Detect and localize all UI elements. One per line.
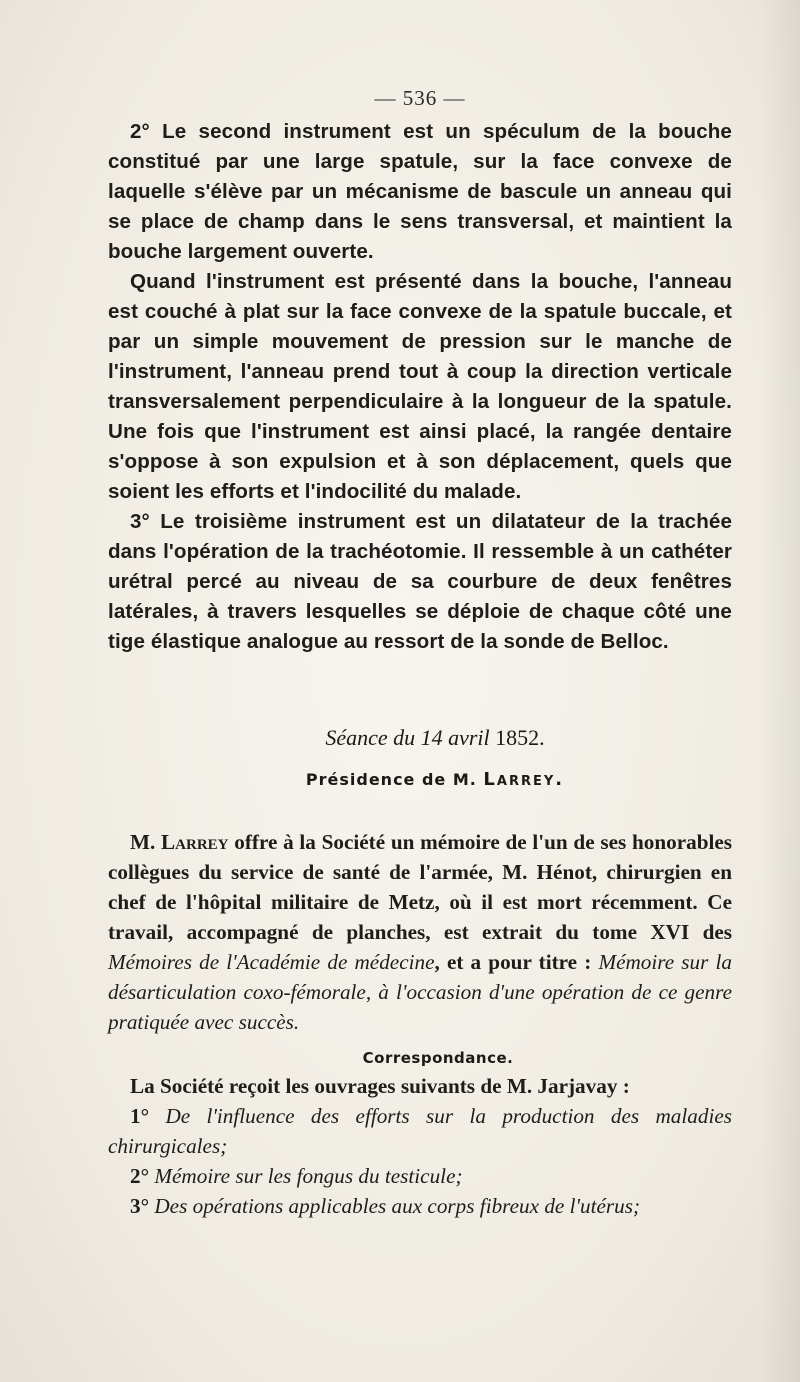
seance-year: 1852. (495, 725, 545, 750)
section-instruments (108, 117, 732, 657)
list-item-title: Des opérations applicables aux corps fibreux de l'utérus; (154, 1194, 641, 1218)
list-item-title: Mémoire sur les fongus du testicule; (154, 1164, 463, 1188)
seance-date: Séance du 14 avril (325, 725, 490, 750)
list-item-number: 1° (130, 1104, 150, 1128)
presidence-heading (108, 767, 732, 793)
presidence-label: Présidence de M. (305, 770, 477, 789)
offre-text-2: , et a pour titre : (434, 950, 592, 974)
list-item (108, 1101, 732, 1161)
paragraph-offre (108, 827, 732, 1037)
presidence-name: Larrey. (483, 769, 565, 790)
paragraph-societe-recoit: La Société reçoit les ouvrages suivants de M. Jarjavay : (130, 1074, 630, 1098)
list-item (108, 1161, 732, 1191)
paragraph-instrument-3: 3° Le troisième instrument est un dilatateur de la trachée dans l'opération de la trachéotomie. Il ressemble à un cathéter urétral percé au niveau de sa courbure de deux fenêtres latérales, à travers lesquelles se déploie de chaque côté une tige élastique analogue au ressort de la sonde de Belloc. (108, 510, 732, 653)
correspondance-heading: Correspondance. (362, 1049, 514, 1067)
offre-italic-2: Mémoire sur la désarticulation coxo-fémorale, à l'occasion d'une opération de ce genre pratiquée avec succès. (108, 950, 733, 1034)
list-item-number: 2° (130, 1164, 150, 1188)
text-column (108, 117, 732, 1221)
list-item-number: 3° (130, 1194, 150, 1218)
list-item-title: De l'influence des efforts sur la production des maladies chirurgicales; (108, 1104, 732, 1158)
offre-italic-1: Mémoires de l'Académie de médecine (108, 950, 435, 974)
paragraph-quand: Quand l'instrument est présenté dans la bouche, l'anneau est couché à plat sur la face convexe de la spatule buccale, et par un simple mouvement de pression sur le manche de l'instrument, l'anneau prend tout à coup la direction verticale transversalement perpendiculaire à la longueur de la spatule. Une fois que l'instrument est ainsi placé, la rangée dentaire s'oppose à son expulsion et à son déplacement, quels que soient les efforts et l'indocilité du malade. (108, 270, 732, 503)
offre-text-1: offre à la Société un mémoire de l'un de ses honorables collègues du service de santé de l'armée, M. Hénot, chirurgien en chef de l'hôpital militaire de Metz, où il est mort récemment. Ce travail, accompagné de planches, est extrait du tome XVI des (108, 830, 733, 944)
seance-heading (108, 723, 732, 753)
page-number: — 536 — (374, 86, 466, 110)
section-offre (108, 827, 732, 1037)
offre-m: M. (130, 830, 156, 854)
paragraph-instrument-2: 2° Le second instrument est un spéculum de la bouche constitué par une large spatule, sur la face convexe de laquelle s'élève par un mécanisme de bascule un anneau qui se place de champ dans le sens transversal, et maintient la bouche largement ouverte. (108, 120, 732, 263)
offre-name: Larrey (161, 830, 229, 854)
list-item (108, 1191, 732, 1221)
section-correspondance (108, 1071, 732, 1221)
page-edge-shadow (760, 0, 800, 1382)
